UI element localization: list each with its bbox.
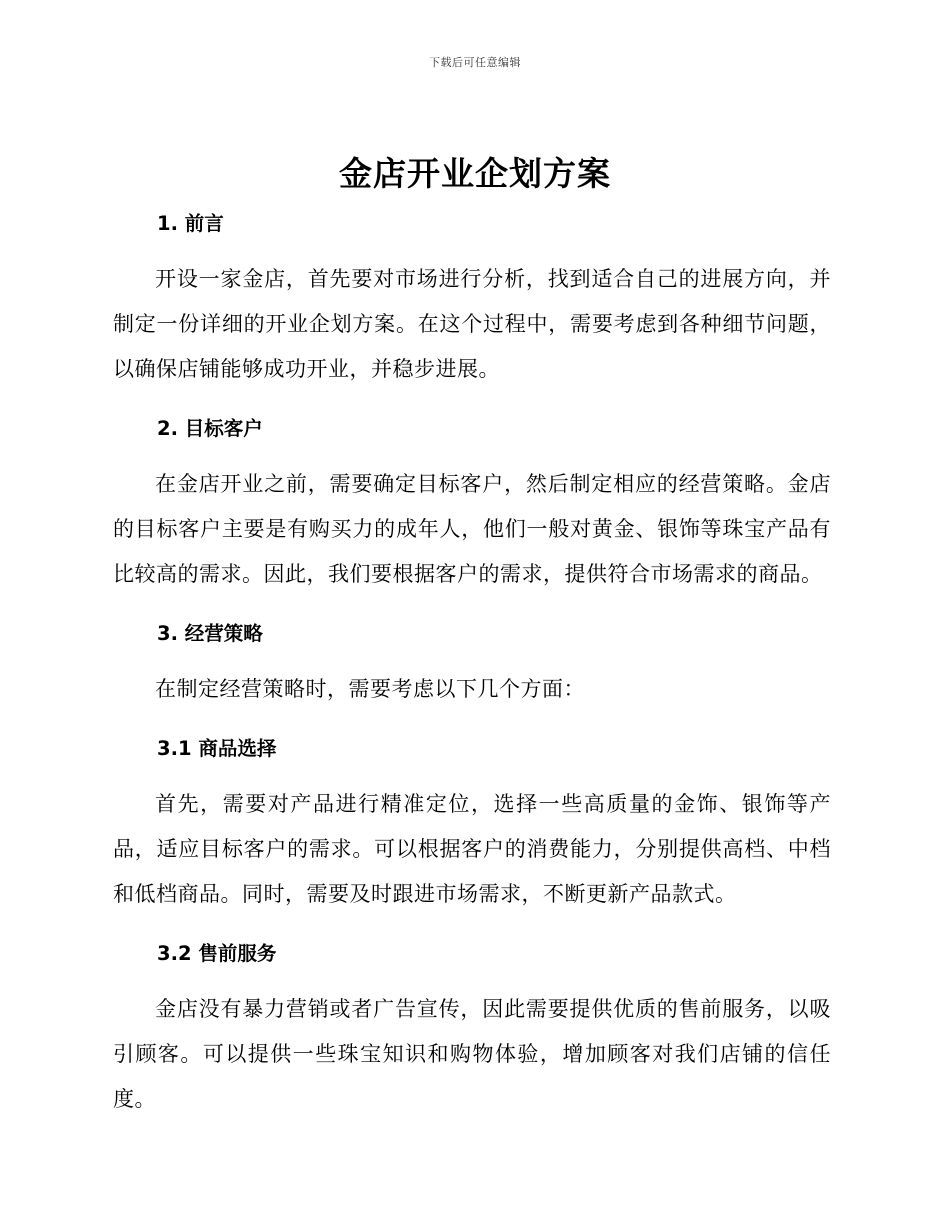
document-body xyxy=(113,203,831,1122)
page-title: 金店开业企划方案 xyxy=(339,154,611,193)
section-heading: 3.2 售前服务 xyxy=(157,942,277,965)
section-business-strategy xyxy=(113,613,831,728)
section-paragraph: 首先，需要对产品进行精准定位，选择一些高质量的金饰、银饰等产品，适应目标客户的需求。可以根据客户的消费能力，分别提供高档、中档和低档商品。同时，需要及时跟进市场需求，不断更新产品款式。 xyxy=(113,792,831,906)
section-presale-service xyxy=(113,933,831,1122)
section-paragraph: 在制定经营策略时，需要考虑以下几个方面： xyxy=(155,677,585,701)
section-heading: 3. 经营策略 xyxy=(157,622,263,645)
section-paragraph: 在金店开业之前，需要确定目标客户，然后制定相应的经营策略。金店的目标客户主要是有购买力的成年人，他们一般对黄金、银饰等珠宝产品有比较高的需求。因此，我们要根据客户的需求，提供符合市场需求的商品。 xyxy=(113,472,831,586)
section-preface xyxy=(113,203,831,408)
section-paragraph: 金店没有暴力营销或者广告宣传，因此需要提供优质的售前服务，以吸引顾客。可以提供一些珠宝知识和购物体验，增加顾客对我们店铺的信任度。 xyxy=(113,997,831,1111)
section-heading: 2. 目标客户 xyxy=(157,417,263,440)
header-note: 下载后可任意编辑 xyxy=(429,56,521,69)
section-paragraph: 开设一家金店，首先要对市场进行分析，找到适合自己的进展方向，并制定一份详细的开业企划方案。在这个过程中，需要考虑到各种细节问题，以确保店铺能够成功开业，并稳步进展。 xyxy=(113,267,831,381)
section-heading: 3.1 商品选择 xyxy=(157,737,277,760)
section-target-customers xyxy=(113,408,831,613)
section-heading: 1. 前言 xyxy=(157,212,224,235)
section-product-selection xyxy=(113,728,831,933)
